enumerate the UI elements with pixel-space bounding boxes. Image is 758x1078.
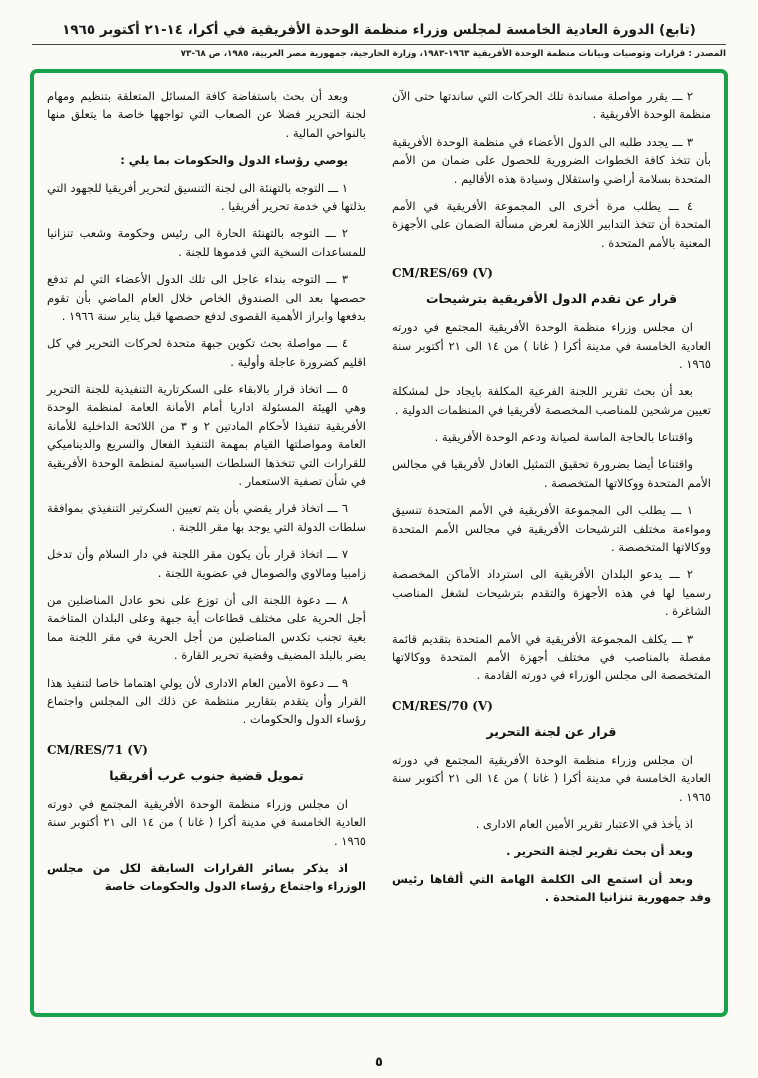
source-line: المصدر : قرارات وتوصيات وبيانات منظمة الوحدة الأفريقية ١٩٦٣-١٩٨٣، وزارة الخارجية، جمهورية مصر العربية، ١٩٨٥، ص ٦٨-٧٣ [180,49,726,59]
paragraph: وبعد أن استمع الى الكلمة الهامة التي ألقاها رئيس وفد جمهورية تنزانيا المتحدة . [392,871,711,905]
paragraph: يوصي رؤساء الدول والحكومات بما يلي : [120,153,348,168]
page-header [30,22,728,59]
paragraph: اذ يذكر بسائر القرارات السابقة لكل من مجلس الوزراء واجتماع رؤساء الدول والحكومات خاصة [47,860,366,894]
page-number: ٥ [375,1055,383,1070]
paragraph: ٢ ـــ التوجه بالتهنئة الحارة الى رئيس وحكومة وشعب تنزانيا للمساعدات السخية التي قدموها للجنة . [47,226,366,259]
paragraph: ٩ ـــ دعوة الأمين العام الادارى لأن يولي اهتماما خاصا لتنفيذ هذا القرار وأن يتقدم بتقارير منتظمة عن ذلك الى المجلس واجتماع رؤساء الدول والحكومات . [47,675,366,727]
paragraph: ٧ ـــ اتخاذ قرار بأن يكون مقر اللجنة في دار السلام وأن تدخل زامبيا ومالاوي والصومال في عضوية اللجنة . [47,547,366,580]
paragraph: وبعد أن بحث باستفاضة كافة المسائل المتعلقة بتنظيم ومهام لجنة التحرير فضلا عن الصعاب التي تواجهها خاصة ما يتعلق منها بالنواحي المالية . [47,89,366,140]
paragraph: ٨ ـــ دعوة اللجنة الى أن توزع على نحو عادل المناضلين من أجل الحرية على مختلف قطاعات أية جبهة وعلى البلدان المتاخمة بغية تجنب تكدس المناضلين من أجل الحرية في مقر اللجنة مما يضر بالبلد المضيف وقضية تحرير القارة . [47,592,366,663]
paragraph: ان مجلس وزراء منظمة الوحدة الأفريقية المجتمع في دورته العادية الخامسة في مدينة أكرا ( غانا ) من ١٤ الى ٢١ أكتوبر سنة ١٩٦٥ . [47,796,366,848]
resolution-title: تمويل قضية جنوب غرب أفريقيا [109,767,304,783]
paragraph: ٣ ـــ التوجه بنداء عاجل الى تلك الدول الأعضاء التي لم تدفع حصصها بعد الى الصندوق الخاص خلال العام الماضي بأن تقوم بدفعها وابراز الأهمية القصوى لدفع حصصها قبل يناير سنة ١٩٦٦ . [47,272,366,323]
paragraph: واقتناعا أيضا بضرورة تحقيق التمثيل العادل لأفريقيا في مجالس الأمم المتحدة ووكالاتها المتخصصة . [392,457,711,490]
paragraph: ان مجلس وزراء منظمة الوحدة الأفريقية المجتمع في دورته العادية الخامسة في مدينة أكرا ( غانا ) من ١٤ الى ٢١ أكتوبر سنة ١٩٦٥ . [392,320,711,371]
paragraph: ٣ ـــ يكلف المجموعة الأفريقية في الأمم المتحدة بتقديم قائمة مفصلة بالمناصب في مختلف أجهزة الأمم المتحدة ووكالاتها المتخصصة الى مجلس الوزراء في دورته القادمة . [392,631,711,683]
resolution-label: CM/RES/71 (V) [47,742,148,757]
column-right [392,87,711,1003]
paragraph: ٢ ـــ يدعو البلدان الأفريقية الى استرداد الأماكن المخصصة رسميا لها في هذه الأجهزة والتقدم بترشيحات لشغل المناصب الشاغرة . [392,567,711,619]
resolution-title: قرار عن تقدم الدول الأفريقية بترشيحات [425,291,678,307]
paragraph: بعد أن بحث تقرير اللجنة الفرعية المكلفة بايجاد حل لمشكلة تعيين مرشحين للمناصب المخصصة لأفريقيا في المنظمات الدولية . [392,384,711,417]
paragraph: ٢ ـــ يقرر مواصلة مساندة تلك الحركات التي ساندتها حتى الآن منظمة الوحدة الأفريقية . [392,89,711,122]
paragraph: ٣ ـــ يجدد طلبه الى الدول الأعضاء في منظمة الوحدة الأفريقية بأن تتخذ كافة الخطوات الضرورية للحصول على ضمان من الأمم المتحدة بسلامة أراضي واستقلال وسيادة هذه الأقاليم . [392,134,711,186]
resolution-title: قرار عن لجنة التحرير [486,723,617,739]
paragraph: اذ يأخذ في الاعتبار تقرير الأمين العام الادارى . [475,816,693,831]
paragraph: ان مجلس وزراء منظمة الوحدة الأفريقية المجتمع في دورته العادية الخامسة في مدينة أكرا ( غانا ) من ١٤ الى ٢١ أكتوبر سنة ١٩٦٥ . [392,752,711,804]
paragraph: ٥ ـــ اتخاذ قرار بالابقاء على السكرتارية التنفيذية للجنة التحرير وهي الهيئة المسئولة اداريا أمام الأمانة العامة لمنظمة الوحدة الأفريقية تنفيذا لأحكام المادتين ٢ و ٣ من اللائحة الداخلية للأمانة العامة ومواصلتها القيام بمهمة التنفيذ الفعال والسريع والديناميكي للقرارات التي تتخذها السلطات السياسية لمنظمة الوحدة الأفريقية في شأن تصفية الاستعمار . [47,382,366,489]
paragraph: وبعد أن بحث تقرير لجنة التحرير . [506,844,693,859]
paragraph: ١ ـــ يطلب الى المجموعة الأفريقية في الأمم المتحدة تنسيق ومواءمة مختلف الترشيحات الأفريقية في مجالس الأمم المتحدة ووكالاتها المتخصصة . [392,503,711,555]
paragraph: ٦ ـــ اتخاذ قرار يقضي بأن يتم تعيين السكرتير التنفيذي بموافقة سلطات الدولة التي يوجد بها مقر اللجنة . [47,501,366,534]
paragraph: ٤ ـــ مواصلة بحث تكوين جبهة متحدة لحركات التحرير في كل اقليم كضرورة عاجلة وأولية . [47,336,366,369]
column-left [47,87,366,1003]
resolution-label: CM/RES/70 (V) [392,698,493,713]
content-border-box [30,69,728,1017]
paragraph: ٤ ـــ يطلب مرة أخرى الى المجموعة الأفريقية في الأمم المتحدة أن تتخذ التدابير اللازمة لعرض مسألة الضمان على الأجهزة المعنية بالأمم المتحدة . [392,198,711,250]
resolution-label: CM/RES/69 (V) [392,266,493,281]
paragraph: ١ ـــ التوجه بالتهنئة الى لجنة التنسيق لتحرير أفريقيا للجهود التي بذلتها في خدمة تحرير أفريقيا . [47,180,366,213]
page-title: (تابع) الدورة العادية الخامسة لمجلس وزراء منظمة الوحدة الأفريقية في أكرا، ١٤-٢١ أكتوبر ١٩٦٥ [62,22,696,38]
paragraph: واقتناعا بالحاجة الماسة لصيانة ودعم الوحدة الأفريقية . [434,430,693,445]
title-divider [32,44,726,45]
